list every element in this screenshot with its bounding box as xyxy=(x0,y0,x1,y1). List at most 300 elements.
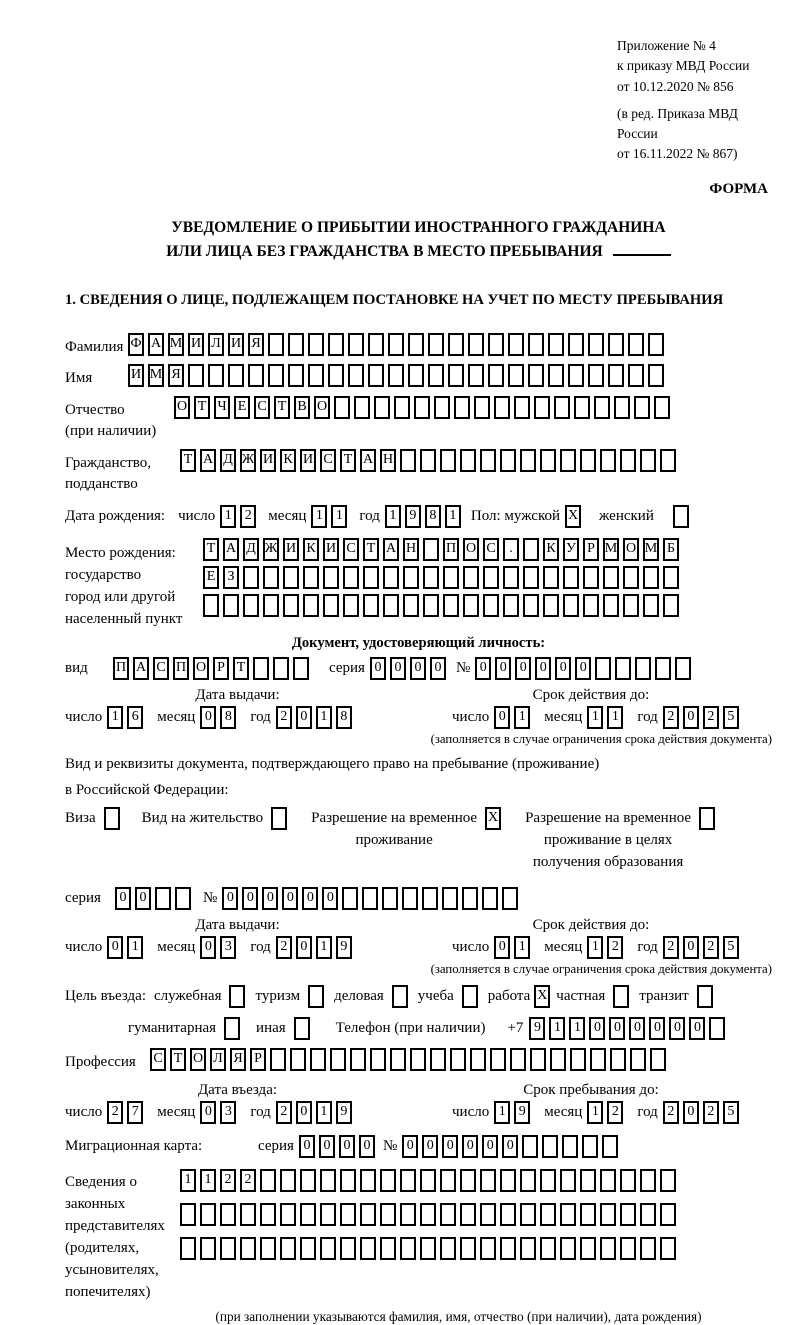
birthplace-cell[interactable] xyxy=(563,566,579,589)
patronymic-cell[interactable] xyxy=(634,396,650,419)
patronymic-cell[interactable] xyxy=(394,396,410,419)
representative-cell[interactable] xyxy=(380,1237,396,1260)
birthplace-cell[interactable] xyxy=(543,594,559,617)
entry-month-cell[interactable]: 0 xyxy=(200,1101,216,1124)
doc-issue-day-cells[interactable] xyxy=(107,706,147,729)
permit-number-cell[interactable] xyxy=(382,887,398,910)
patronymic-cell[interactable]: Т xyxy=(274,396,290,419)
doc-series-cell[interactable]: 0 xyxy=(370,657,386,680)
representative-cell[interactable] xyxy=(620,1169,636,1192)
birthplace-cell[interactable] xyxy=(223,594,239,617)
representative-cell[interactable] xyxy=(300,1237,316,1260)
stay-year-cell[interactable]: 2 xyxy=(663,1101,679,1124)
profession-cell[interactable] xyxy=(450,1048,466,1071)
birthplace-cell[interactable]: И xyxy=(283,538,299,561)
patronymic-cell[interactable] xyxy=(454,396,470,419)
doc-series-cell[interactable]: 0 xyxy=(430,657,446,680)
birthplace-cell[interactable] xyxy=(583,594,599,617)
birthplace-cell[interactable]: Т xyxy=(363,538,379,561)
birthplace-cell[interactable] xyxy=(463,566,479,589)
birthplace-cell[interactable] xyxy=(303,594,319,617)
stay-year-cell[interactable]: 5 xyxy=(723,1101,739,1124)
permit-number-cell[interactable] xyxy=(402,887,418,910)
birth-year-cells[interactable] xyxy=(385,505,465,528)
doc-kind-cell[interactable] xyxy=(273,657,289,680)
birthplace-cells-row3[interactable] xyxy=(203,594,683,617)
birth-month-cells[interactable] xyxy=(311,505,351,528)
stay-day-cells[interactable] xyxy=(494,1101,534,1124)
permit-number-cells[interactable] xyxy=(222,887,522,910)
migcard-number-cell[interactable]: 0 xyxy=(402,1135,418,1158)
citizenship-cell[interactable] xyxy=(540,449,556,472)
birthplace-cell[interactable] xyxy=(423,538,439,561)
representative-cell[interactable] xyxy=(580,1237,596,1260)
surname-cell[interactable] xyxy=(268,333,284,356)
name-cell[interactable] xyxy=(568,364,584,387)
representative-cell[interactable] xyxy=(580,1203,596,1226)
profession-cell[interactable]: Л xyxy=(210,1048,226,1071)
birthplace-cell[interactable]: . xyxy=(503,538,519,561)
birthplace-cell[interactable] xyxy=(303,566,319,589)
permit-number-cell[interactable] xyxy=(342,887,358,910)
doc-number-cell[interactable]: 0 xyxy=(495,657,511,680)
patronymic-cell[interactable] xyxy=(334,396,350,419)
doc-valid-day-cells[interactable] xyxy=(494,706,534,729)
doc-kind-cell[interactable]: П xyxy=(113,657,129,680)
citizenship-cell[interactable]: Ж xyxy=(240,449,256,472)
birthplace-cell[interactable] xyxy=(363,566,379,589)
birthplace-cell[interactable] xyxy=(663,594,679,617)
permit-issue-year-cell[interactable]: 1 xyxy=(316,936,332,959)
name-cell[interactable] xyxy=(628,364,644,387)
doc-kind-cell[interactable]: О xyxy=(193,657,209,680)
migcard-series-cell[interactable]: 0 xyxy=(299,1135,315,1158)
name-cell[interactable] xyxy=(248,364,264,387)
name-cell[interactable]: Я xyxy=(168,364,184,387)
doc-valid-month-cell[interactable]: 1 xyxy=(607,706,623,729)
phone-digit-cell[interactable]: 0 xyxy=(609,1017,625,1040)
birth-year-cell[interactable]: 8 xyxy=(425,505,441,528)
entry-month-cells[interactable] xyxy=(200,1101,240,1124)
birthplace-cell[interactable] xyxy=(343,594,359,617)
patronymic-cell[interactable] xyxy=(534,396,550,419)
representative-cell[interactable] xyxy=(260,1169,276,1192)
citizenship-cell[interactable] xyxy=(600,449,616,472)
citizenship-cell[interactable]: С xyxy=(320,449,336,472)
birthplace-cell[interactable]: И xyxy=(323,538,339,561)
birthplace-cell[interactable] xyxy=(623,566,639,589)
representatives-cells-row1[interactable] xyxy=(180,1169,680,1192)
permit-issue-month-cells[interactable] xyxy=(200,936,240,959)
representative-cell[interactable] xyxy=(420,1203,436,1226)
profession-cell[interactable] xyxy=(330,1048,346,1071)
representative-cell[interactable] xyxy=(260,1237,276,1260)
surname-cell[interactable] xyxy=(308,333,324,356)
permit-number-cell[interactable] xyxy=(442,887,458,910)
doc-issue-year-cell[interactable]: 8 xyxy=(336,706,352,729)
profession-cell[interactable] xyxy=(570,1048,586,1071)
doc-issue-month-cells[interactable] xyxy=(200,706,240,729)
name-cell[interactable] xyxy=(228,364,244,387)
birthplace-cell[interactable]: П xyxy=(443,538,459,561)
birthplace-cell[interactable] xyxy=(403,566,419,589)
doc-number-cell[interactable]: 0 xyxy=(475,657,491,680)
birthplace-cell[interactable] xyxy=(483,594,499,617)
residence-permit-checkbox[interactable] xyxy=(271,807,287,830)
stay-month-cell[interactable]: 1 xyxy=(587,1101,603,1124)
sex-male-checkbox[interactable]: X xyxy=(565,505,581,528)
representative-cell[interactable] xyxy=(360,1169,376,1192)
surname-cell[interactable] xyxy=(288,333,304,356)
permit-series-cell[interactable] xyxy=(155,887,171,910)
profession-cell[interactable]: Р xyxy=(250,1048,266,1071)
representative-cell[interactable] xyxy=(280,1169,296,1192)
birth-day-cell[interactable]: 1 xyxy=(220,505,236,528)
doc-valid-day-cell[interactable]: 1 xyxy=(514,706,530,729)
permit-number-cell[interactable]: 0 xyxy=(242,887,258,910)
representative-cell[interactable] xyxy=(560,1237,576,1260)
entry-day-cell[interactable]: 7 xyxy=(127,1101,143,1124)
phone-digit-cell[interactable]: 0 xyxy=(629,1017,645,1040)
representative-cell[interactable] xyxy=(620,1203,636,1226)
representative-cell[interactable] xyxy=(180,1237,196,1260)
entry-year-cell[interactable]: 0 xyxy=(296,1101,312,1124)
representative-cell[interactable] xyxy=(360,1203,376,1226)
birth-month-cell[interactable]: 1 xyxy=(331,505,347,528)
representative-cell[interactable] xyxy=(440,1203,456,1226)
representative-cell[interactable] xyxy=(340,1169,356,1192)
birth-day-cell[interactable]: 2 xyxy=(240,505,256,528)
name-cell[interactable]: М xyxy=(148,364,164,387)
surname-cell[interactable] xyxy=(488,333,504,356)
citizenship-cell[interactable]: И xyxy=(260,449,276,472)
patronymic-cell[interactable] xyxy=(414,396,430,419)
representative-cell[interactable] xyxy=(480,1237,496,1260)
purpose-humanitarian-checkbox[interactable] xyxy=(224,1017,240,1040)
name-cell[interactable] xyxy=(548,364,564,387)
doc-issue-year-cell[interactable]: 2 xyxy=(276,706,292,729)
representative-cell[interactable] xyxy=(640,1203,656,1226)
permit-valid-month-cell[interactable]: 2 xyxy=(607,936,623,959)
profession-cell[interactable] xyxy=(510,1048,526,1071)
permit-issue-year-cells[interactable] xyxy=(276,936,356,959)
citizenship-cell[interactable]: Т xyxy=(180,449,196,472)
migcard-number-cell[interactable] xyxy=(562,1135,578,1158)
doc-valid-month-cell[interactable]: 1 xyxy=(587,706,603,729)
representative-cell[interactable] xyxy=(660,1237,676,1260)
birthplace-cell[interactable] xyxy=(523,594,539,617)
patronymic-cell[interactable]: Е xyxy=(234,396,250,419)
purpose-official-checkbox[interactable] xyxy=(229,985,245,1008)
doc-issue-year-cell[interactable]: 0 xyxy=(296,706,312,729)
citizenship-cell[interactable] xyxy=(640,449,656,472)
profession-cell[interactable] xyxy=(270,1048,286,1071)
patronymic-cell[interactable]: В xyxy=(294,396,310,419)
migcard-number-cell[interactable]: 0 xyxy=(482,1135,498,1158)
permit-number-cell[interactable] xyxy=(462,887,478,910)
name-cells[interactable] xyxy=(128,364,668,387)
representative-cell[interactable] xyxy=(380,1203,396,1226)
surname-cell[interactable]: М xyxy=(168,333,184,356)
patronymic-cell[interactable] xyxy=(514,396,530,419)
permit-number-cell[interactable]: 0 xyxy=(222,887,238,910)
doc-series-cell[interactable]: 0 xyxy=(390,657,406,680)
profession-cell[interactable] xyxy=(530,1048,546,1071)
name-cell[interactable] xyxy=(448,364,464,387)
name-cell[interactable]: И xyxy=(128,364,144,387)
migcard-number-cells[interactable] xyxy=(402,1135,622,1158)
citizenship-cell[interactable] xyxy=(480,449,496,472)
patronymic-cell[interactable] xyxy=(574,396,590,419)
doc-number-cell[interactable] xyxy=(655,657,671,680)
representative-cell[interactable]: 1 xyxy=(180,1169,196,1192)
birthplace-cell[interactable] xyxy=(243,594,259,617)
citizenship-cell[interactable] xyxy=(440,449,456,472)
stay-year-cell[interactable]: 0 xyxy=(683,1101,699,1124)
surname-cell[interactable] xyxy=(528,333,544,356)
birthplace-cell[interactable] xyxy=(203,594,219,617)
doc-valid-year-cells[interactable] xyxy=(663,706,743,729)
birthplace-cell[interactable]: Б xyxy=(663,538,679,561)
birthplace-cell[interactable] xyxy=(463,594,479,617)
patronymic-cell[interactable] xyxy=(434,396,450,419)
permit-series-cell[interactable] xyxy=(175,887,191,910)
name-cell[interactable] xyxy=(268,364,284,387)
permit-series-cells[interactable] xyxy=(115,887,195,910)
citizenship-cell[interactable] xyxy=(580,449,596,472)
birthplace-cell[interactable] xyxy=(603,566,619,589)
citizenship-cells[interactable] xyxy=(180,449,680,472)
representative-cell[interactable] xyxy=(600,1169,616,1192)
representative-cell[interactable] xyxy=(520,1169,536,1192)
doc-kind-cell[interactable]: П xyxy=(173,657,189,680)
surname-cell[interactable] xyxy=(588,333,604,356)
birthplace-cell[interactable]: У xyxy=(563,538,579,561)
permit-issue-day-cell[interactable]: 0 xyxy=(107,936,123,959)
doc-number-cell[interactable]: 0 xyxy=(535,657,551,680)
permit-issue-month-cell[interactable]: 0 xyxy=(200,936,216,959)
birthplace-cell[interactable] xyxy=(423,566,439,589)
doc-issue-year-cell[interactable]: 1 xyxy=(316,706,332,729)
permit-series-cell[interactable]: 0 xyxy=(115,887,131,910)
migcard-number-cell[interactable]: 0 xyxy=(502,1135,518,1158)
birthplace-cell[interactable]: О xyxy=(623,538,639,561)
name-cell[interactable] xyxy=(208,364,224,387)
representative-cell[interactable] xyxy=(560,1203,576,1226)
representative-cell[interactable] xyxy=(200,1203,216,1226)
name-cell[interactable] xyxy=(288,364,304,387)
surname-cell[interactable] xyxy=(628,333,644,356)
doc-number-cell[interactable]: 0 xyxy=(515,657,531,680)
representative-cell[interactable] xyxy=(360,1237,376,1260)
doc-issue-year-cells[interactable] xyxy=(276,706,356,729)
profession-cell[interactable] xyxy=(610,1048,626,1071)
representative-cell[interactable] xyxy=(460,1203,476,1226)
permit-valid-month-cells[interactable] xyxy=(587,936,627,959)
surname-cell[interactable]: Ф xyxy=(128,333,144,356)
doc-kind-cell[interactable] xyxy=(253,657,269,680)
birthplace-cell[interactable] xyxy=(263,566,279,589)
entry-year-cells[interactable] xyxy=(276,1101,356,1124)
birthplace-cell[interactable] xyxy=(523,538,539,561)
permit-number-cell[interactable] xyxy=(502,887,518,910)
migcard-series-cell[interactable]: 0 xyxy=(339,1135,355,1158)
birthplace-cell[interactable] xyxy=(283,566,299,589)
entry-year-cell[interactable]: 2 xyxy=(276,1101,292,1124)
birthplace-cell[interactable] xyxy=(243,566,259,589)
profession-cell[interactable] xyxy=(590,1048,606,1071)
representative-cell[interactable] xyxy=(280,1203,296,1226)
doc-valid-year-cell[interactable]: 2 xyxy=(663,706,679,729)
birthplace-cell[interactable] xyxy=(543,566,559,589)
purpose-work-checkbox[interactable]: X xyxy=(534,985,550,1008)
surname-cell[interactable] xyxy=(448,333,464,356)
stay-month-cells[interactable] xyxy=(587,1101,627,1124)
stay-month-cell[interactable]: 2 xyxy=(607,1101,623,1124)
representative-cell[interactable] xyxy=(180,1203,196,1226)
patronymic-cell[interactable] xyxy=(594,396,610,419)
name-cell[interactable] xyxy=(388,364,404,387)
profession-cell[interactable] xyxy=(630,1048,646,1071)
representative-cell[interactable]: 2 xyxy=(240,1169,256,1192)
surname-cell[interactable] xyxy=(568,333,584,356)
patronymic-cell[interactable]: С xyxy=(254,396,270,419)
citizenship-cell[interactable]: Т xyxy=(340,449,356,472)
permit-number-cell[interactable]: 0 xyxy=(282,887,298,910)
representative-cell[interactable] xyxy=(320,1169,336,1192)
patronymic-cell[interactable] xyxy=(474,396,490,419)
representative-cell[interactable] xyxy=(580,1169,596,1192)
birthplace-cell[interactable]: Р xyxy=(583,538,599,561)
permit-issue-day-cell[interactable]: 1 xyxy=(127,936,143,959)
birth-year-cell[interactable]: 9 xyxy=(405,505,421,528)
birthplace-cell[interactable] xyxy=(383,566,399,589)
surname-cell[interactable] xyxy=(428,333,444,356)
birthplace-cell[interactable] xyxy=(443,594,459,617)
representative-cell[interactable] xyxy=(500,1203,516,1226)
birthplace-cell[interactable]: К xyxy=(543,538,559,561)
entry-month-cell[interactable]: 3 xyxy=(220,1101,236,1124)
doc-kind-cells[interactable] xyxy=(113,657,313,680)
representative-cell[interactable] xyxy=(520,1203,536,1226)
birthplace-cell[interactable] xyxy=(263,594,279,617)
phone-digit-cell[interactable]: 0 xyxy=(649,1017,665,1040)
birthplace-cell[interactable] xyxy=(443,566,459,589)
doc-valid-year-cell[interactable]: 0 xyxy=(683,706,699,729)
surname-cell[interactable]: И xyxy=(188,333,204,356)
representative-cell[interactable] xyxy=(480,1169,496,1192)
birthplace-cell[interactable]: А xyxy=(223,538,239,561)
citizenship-cell[interactable] xyxy=(500,449,516,472)
representative-cell[interactable] xyxy=(540,1237,556,1260)
migcard-number-cell[interactable] xyxy=(582,1135,598,1158)
name-cell[interactable] xyxy=(188,364,204,387)
phone-digit-cell[interactable] xyxy=(709,1017,725,1040)
profession-cell[interactable] xyxy=(290,1048,306,1071)
representative-cell[interactable] xyxy=(420,1237,436,1260)
representative-cell[interactable] xyxy=(300,1169,316,1192)
profession-cell[interactable]: Я xyxy=(230,1048,246,1071)
surname-cell[interactable] xyxy=(368,333,384,356)
name-cell[interactable] xyxy=(308,364,324,387)
patronymic-cell[interactable]: Ч xyxy=(214,396,230,419)
name-cell[interactable] xyxy=(508,364,524,387)
migcard-number-cell[interactable]: 0 xyxy=(422,1135,438,1158)
birthplace-cell[interactable] xyxy=(283,594,299,617)
representative-cell[interactable] xyxy=(320,1203,336,1226)
doc-valid-day-cell[interactable]: 0 xyxy=(494,706,510,729)
profession-cells[interactable] xyxy=(150,1048,670,1071)
birthplace-cell[interactable] xyxy=(523,566,539,589)
name-cell[interactable] xyxy=(528,364,544,387)
phone-digit-cell[interactable]: 1 xyxy=(569,1017,585,1040)
birth-day-cells[interactable] xyxy=(220,505,260,528)
migcard-number-cell[interactable]: 0 xyxy=(442,1135,458,1158)
citizenship-cell[interactable] xyxy=(420,449,436,472)
representative-cell[interactable] xyxy=(240,1203,256,1226)
citizenship-cell[interactable] xyxy=(400,449,416,472)
surname-cell[interactable] xyxy=(508,333,524,356)
doc-issue-month-cell[interactable]: 8 xyxy=(220,706,236,729)
representative-cell[interactable] xyxy=(220,1203,236,1226)
birthplace-cell[interactable] xyxy=(483,566,499,589)
temp-residence-checkbox[interactable]: X xyxy=(485,807,501,830)
surname-cell[interactable] xyxy=(388,333,404,356)
birthplace-cell[interactable] xyxy=(423,594,439,617)
surname-cell[interactable] xyxy=(468,333,484,356)
entry-year-cell[interactable]: 1 xyxy=(316,1101,332,1124)
patronymic-cells[interactable] xyxy=(174,396,674,419)
birth-month-cell[interactable]: 1 xyxy=(311,505,327,528)
birthplace-cells-row2[interactable] xyxy=(203,566,683,589)
representative-cell[interactable] xyxy=(480,1203,496,1226)
patronymic-cell[interactable]: Т xyxy=(194,396,210,419)
permit-valid-day-cell[interactable]: 0 xyxy=(494,936,510,959)
representative-cell[interactable] xyxy=(440,1169,456,1192)
citizenship-cell[interactable] xyxy=(660,449,676,472)
permit-number-cell[interactable]: 0 xyxy=(322,887,338,910)
representative-cell[interactable] xyxy=(660,1169,676,1192)
representative-cell[interactable] xyxy=(500,1237,516,1260)
birthplace-cell[interactable] xyxy=(343,566,359,589)
profession-cell[interactable] xyxy=(390,1048,406,1071)
entry-year-cell[interactable]: 9 xyxy=(336,1101,352,1124)
permit-issue-year-cell[interactable]: 9 xyxy=(336,936,352,959)
permit-valid-day-cell[interactable]: 1 xyxy=(514,936,530,959)
permit-issue-month-cell[interactable]: 3 xyxy=(220,936,236,959)
birthplace-cell[interactable] xyxy=(643,566,659,589)
doc-kind-cell[interactable] xyxy=(293,657,309,680)
citizenship-cell[interactable] xyxy=(460,449,476,472)
profession-cell[interactable] xyxy=(310,1048,326,1071)
representative-cell[interactable] xyxy=(560,1169,576,1192)
permit-number-cell[interactable] xyxy=(362,887,378,910)
permit-number-cell[interactable]: 0 xyxy=(302,887,318,910)
surname-cell[interactable]: Л xyxy=(208,333,224,356)
entry-day-cell[interactable]: 2 xyxy=(107,1101,123,1124)
surname-cell[interactable]: А xyxy=(148,333,164,356)
surname-cell[interactable] xyxy=(328,333,344,356)
patronymic-cell[interactable]: О xyxy=(314,396,330,419)
representative-cell[interactable] xyxy=(420,1169,436,1192)
representative-cell[interactable] xyxy=(340,1203,356,1226)
birthplace-cell[interactable]: З xyxy=(223,566,239,589)
birthplace-cell[interactable]: М xyxy=(603,538,619,561)
phone-cells[interactable] xyxy=(529,1017,729,1040)
profession-cell[interactable]: Т xyxy=(170,1048,186,1071)
doc-series-cell[interactable]: 0 xyxy=(410,657,426,680)
surname-cell[interactable] xyxy=(648,333,664,356)
